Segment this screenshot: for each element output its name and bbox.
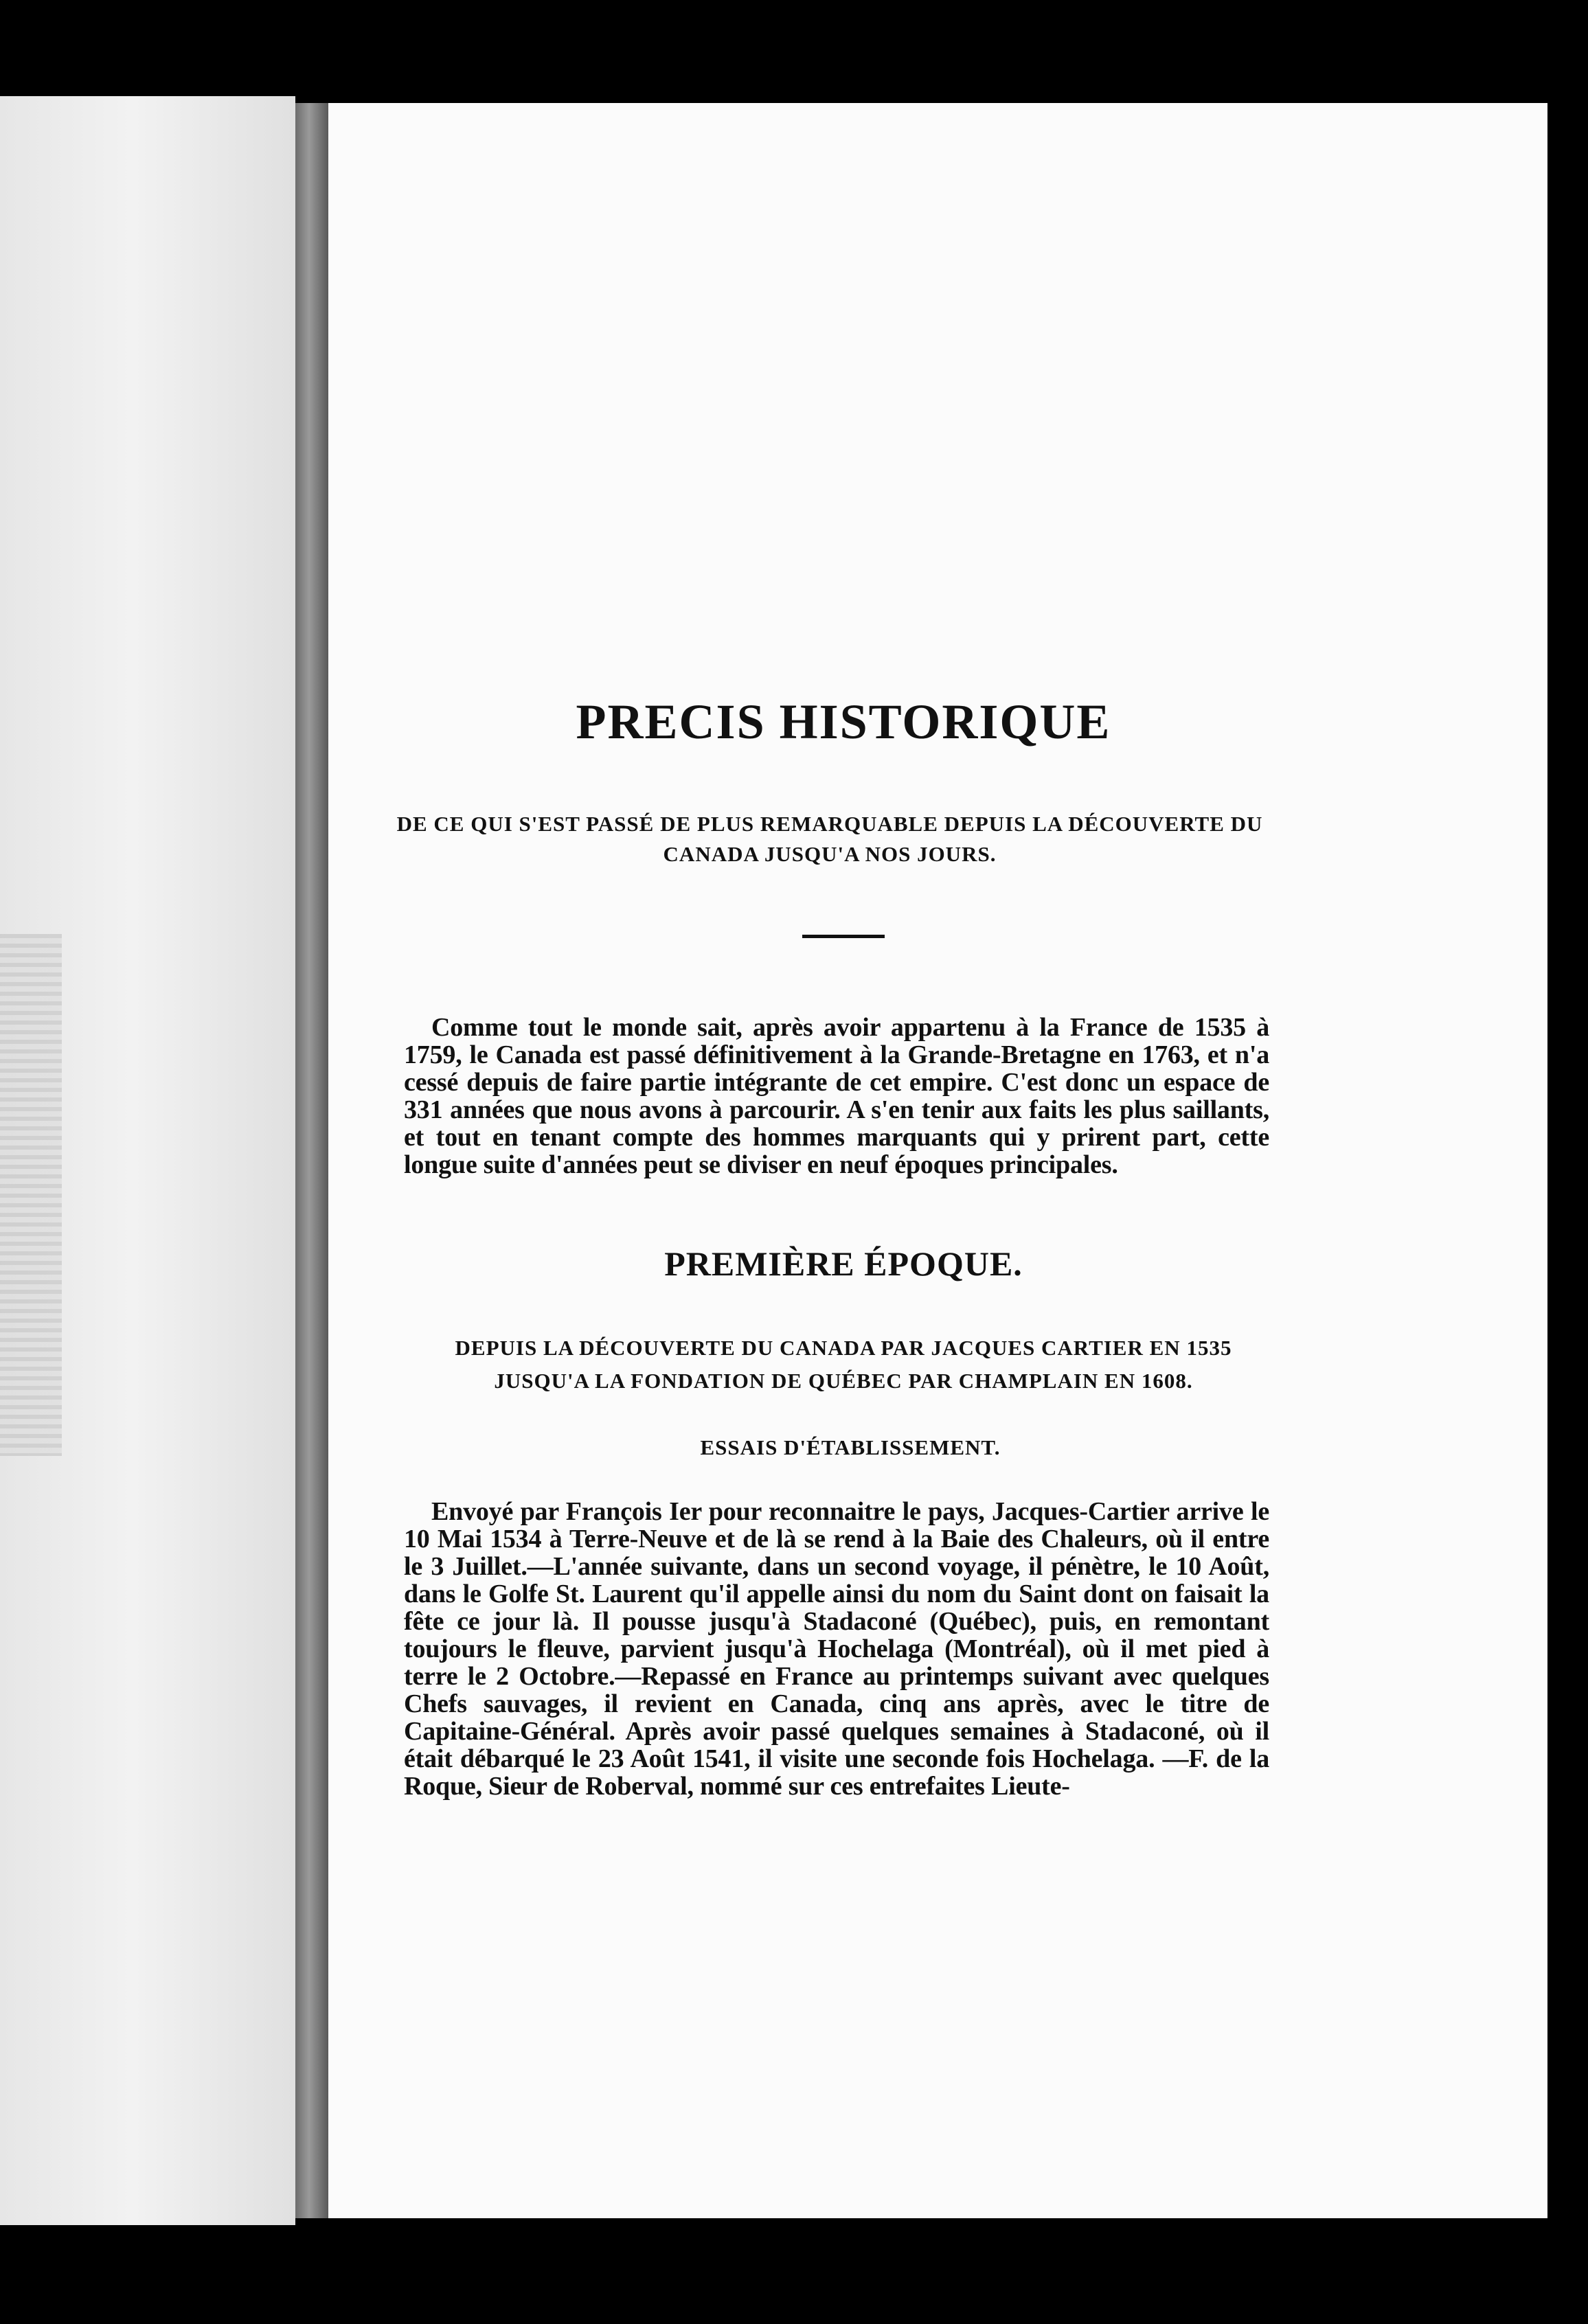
page-title: PRECIS HISTORIQUE xyxy=(576,694,1111,749)
section-subtitle: DEPUIS LA DÉCOUVERTE DU CANADA PAR JACQUES CARTIER EN 1535 JUSQU'A LA FONDATION DE QUÉBEC PAR CHAMPLAIN EN 1608. xyxy=(455,1336,1232,1393)
divider-rule xyxy=(802,935,885,938)
page-content xyxy=(390,694,1269,1800)
page-subtitle: DE CE QUI S'EST PASSÉ DE PLUS REMARQUABLE DEPUIS LA DÉCOUVERTE DU CANADA JUSQU'A NOS JOURS. xyxy=(396,812,1263,866)
left-page-bleed xyxy=(0,934,62,1456)
intro-paragraph: Comme tout le monde sait, après avoir appartenu à la France de 1535 à 1759, le Canada est passé définitivement à la Grande-Bretagne en 1763, et n'a cessé depuis de faire partie intégrante de cet empire. C'est donc un espace de 331 années que nous avons à parcourir. A s'en tenir aux faits les plus saillants, et tout en tenant compte des hommes marquants qui y prirent part, cette longue suite d'années peut se diviser en neuf époques principales. xyxy=(404,1013,1269,1179)
section-heading: ESSAIS D'ÉTABLISSEMENT. xyxy=(700,1435,1001,1459)
section-paragraph: Envoyé par François Ier pour reconnaitre le pays, Jacques-Cartier arrive le 10 Mai 1534 à Terre-Neuve et de là se rend à la Baie des Chaleurs, où il entre le 3 Juillet.—L'année suivante, dans un second voyage, il pénètre, le 10 Août, dans le Golfe St. Laurent qu'il appelle ainsi du nom du Saint dont on faisait la fête ce jour là. Il pousse jusqu'à Stadaconé (Québec), puis, en remontant toujours le fleuve, parvient jusqu'à Hochelaga (Montréal), où il met pied à terre le 2 Octobre.—Repassé en France au printemps suivant avec quelques Chefs sauvages, il revient en Canada, cinq ans après, avec le titre de Capitaine-Général. Après avoir passé quelques semaines à Stadaconé, où il était débarqué le 23 Août 1541, il visite une seconde fois Hochelaga. —F. de la Roque, Sieur de Roberval, nommé sur ces entrefaites Lieute- xyxy=(404,1497,1269,1801)
section-title: PREMIÈRE ÉPOQUE. xyxy=(664,1244,1023,1283)
right-page xyxy=(328,103,1547,2218)
left-page xyxy=(0,96,295,2225)
book-spine xyxy=(295,103,330,2218)
